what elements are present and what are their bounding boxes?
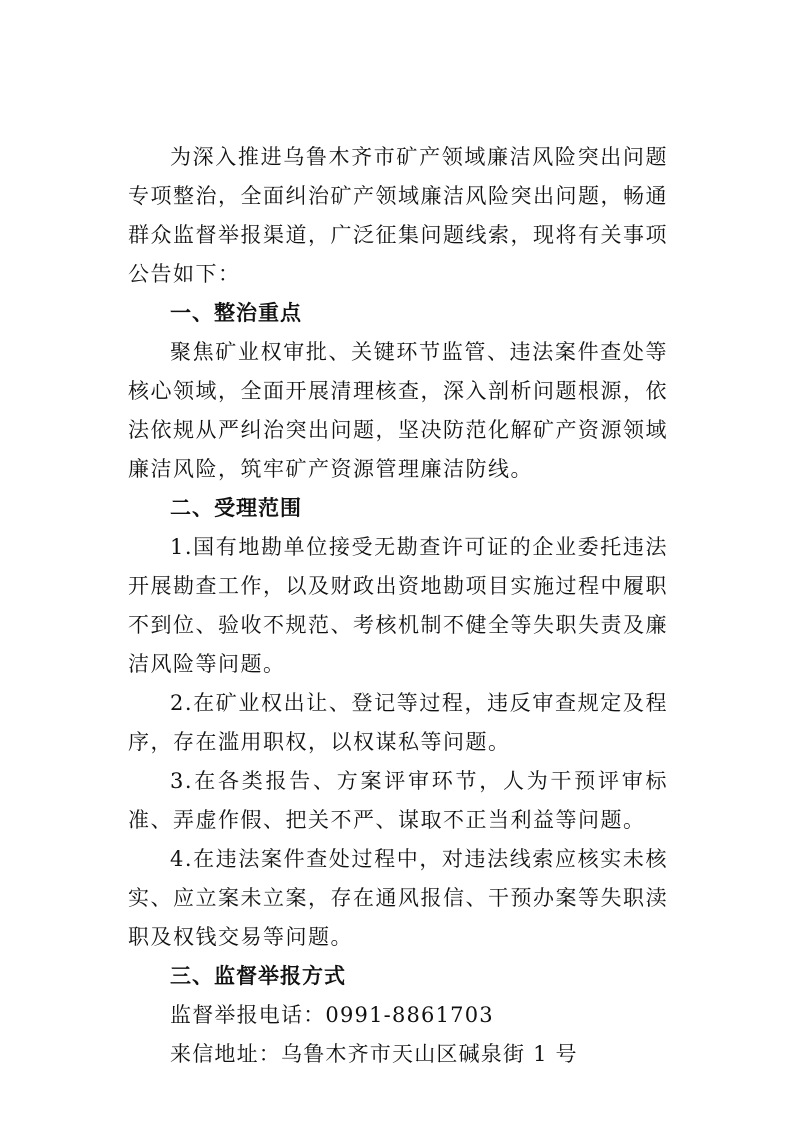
section-heading-reporting: 三、监督举报方式 [170, 964, 346, 988]
intro-paragraph: 为深入推进乌鲁木齐市矿产领域廉洁风险突出问题专项整治，全面纠治矿产领域廉洁风险突出问题，畅通群众监督举报渠道，广泛征集问题线索，现将有关事项公告如下： [128, 145, 668, 286]
scope-item-3: 3.在各类报告、方案评审环节，人为干预评审标准、弄虚作假、把关不严、谋取不正当利益等问题。 [128, 769, 668, 832]
scope-item-4: 4.在违法案件查处过程中，对违法线索应核实未核实、应立案未立案，存在通风报信、干预办案等失职渎职及权钱交易等问题。 [128, 847, 668, 949]
section-heading-scope: 二、受理范围 [170, 496, 302, 520]
scope-item-2: 2.在矿业权出让、登记等过程，违反审查规定及程序，存在滥用职权，以权谋私等问题。 [128, 691, 668, 754]
scope-item-1: 1.国有地勘单位接受无勘查许可证的企业委托违法开展勘查工作，以及财政出资地勘项目实施过程中履职不到位、验收不规范、考核机制不健全等失职失责及廉洁风险等问题。 [128, 535, 668, 676]
reporting-phone: 监督举报电话：0991-8861703 [170, 1003, 494, 1027]
focus-paragraph: 聚焦矿业权审批、关键环节监管、违法案件查处等核心领域，全面开展清理核查，深入剖析问题根源，依法依规从严纠治突出问题，坚决防范化解矿产资源领域廉洁风险，筑牢矿产资源管理廉洁防线。 [128, 340, 668, 481]
announcement-body [128, 138, 668, 1074]
mailing-address: 来信地址：乌鲁木齐市天山区碱泉街 1 号 [170, 1042, 578, 1066]
section-heading-focus: 一、整治重点 [170, 301, 302, 325]
